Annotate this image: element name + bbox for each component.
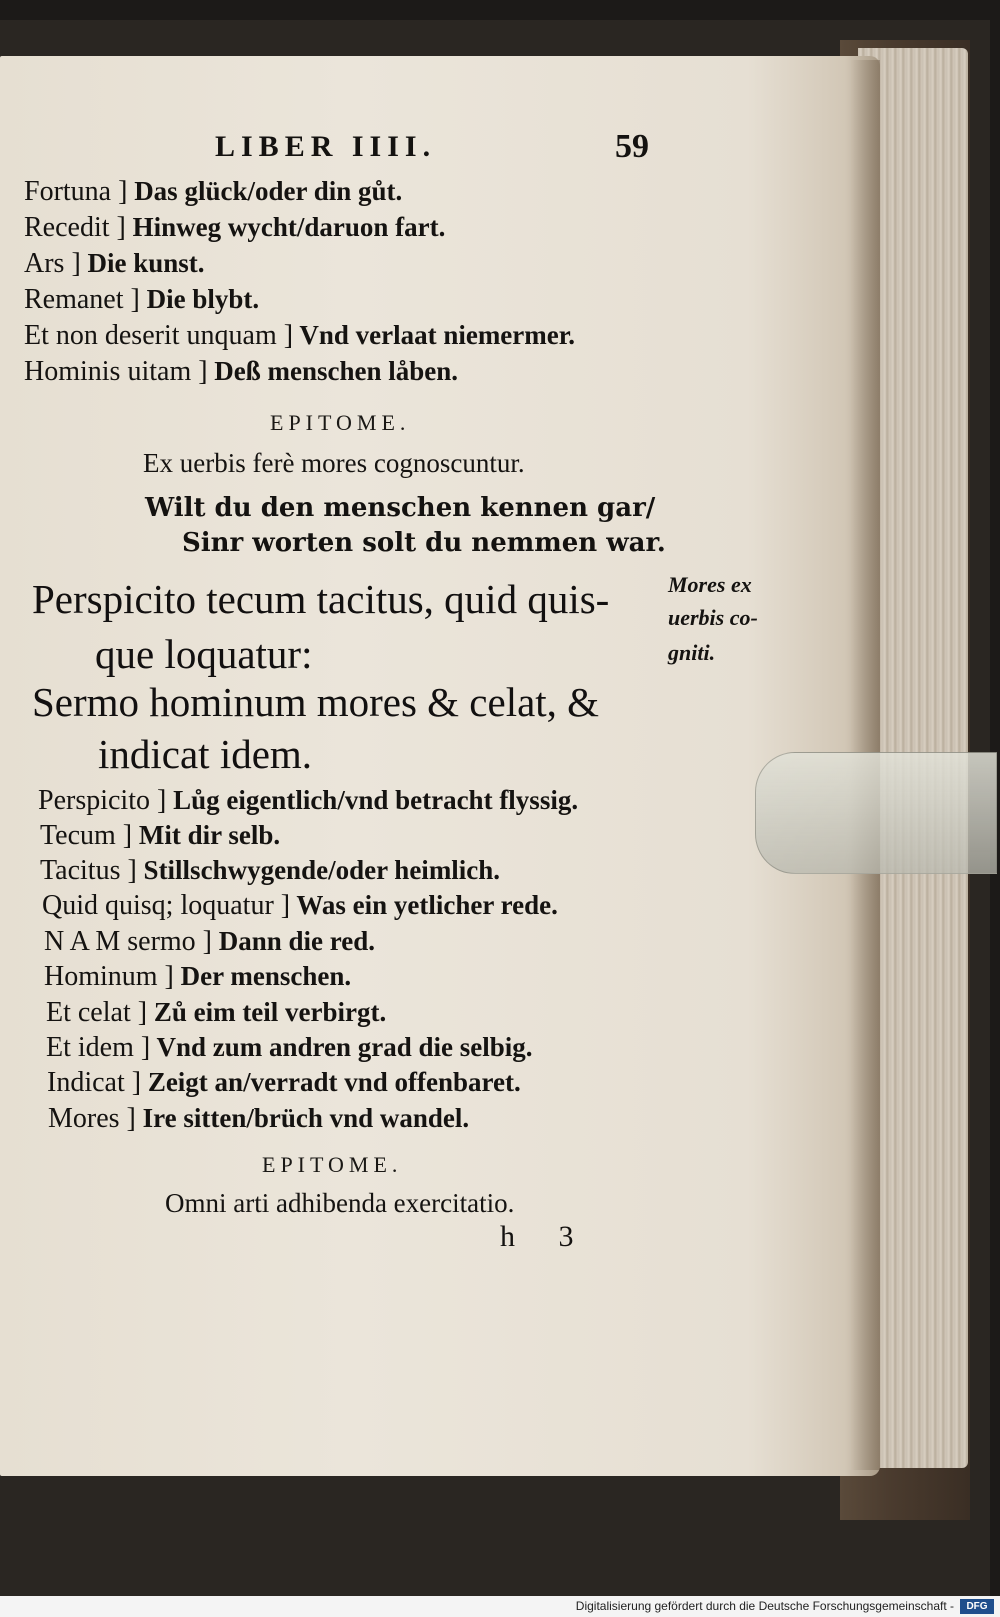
verse-line: indicat idem. xyxy=(98,731,313,777)
page-clip xyxy=(755,752,997,874)
gloss-line: Tecum ] Mit dir selb. xyxy=(40,820,281,851)
gloss-line: Hominis uitam ] Deß menschen låben. xyxy=(24,356,459,387)
gloss-line: Recedit ] Hinweg wycht/daruon fart. xyxy=(24,212,446,243)
gloss-line: Perspicito ] Lůg eigentlich/vnd betracht flyssig. xyxy=(38,785,579,816)
epitome-maxim: Ex uerbis ferè mores cognoscuntur. xyxy=(143,448,525,478)
running-title: LIBER IIII. xyxy=(215,130,437,163)
gloss-line: Ars ] Die kunst. xyxy=(24,248,205,279)
verse-line: Sermo hominum mores & celat, & xyxy=(32,679,600,725)
gloss-line: Et idem ] Vnd zum andren grad die selbig. xyxy=(46,1032,533,1063)
gloss-line: Quid quisq; loquatur ] Was ein yetlicher rede. xyxy=(42,890,558,921)
german-rhyme-line: Sinr worten solt du nemmen war. xyxy=(182,528,666,558)
margin-sidenote-line: gniti. xyxy=(668,640,716,665)
gloss-line: Fortuna ] Das glück/oder din gůt. xyxy=(24,176,403,207)
epitome-maxim: Omni arti adhibenda exercitatio. xyxy=(165,1188,515,1218)
gloss-line: Remanet ] Die blybt. xyxy=(24,284,260,315)
gloss-line: Et celat ] Zů eim teil verbirgt. xyxy=(46,997,387,1028)
gloss-line: Mores ] Ire sitten/brüch vnd wandel. xyxy=(48,1103,470,1134)
verse-line: Perspicito tecum tacitus, quid quis- xyxy=(32,576,610,622)
signature-mark: h 3 xyxy=(500,1220,592,1253)
epitome-heading: EPITOME. xyxy=(262,1152,403,1177)
german-rhyme-line: Wilt du den menschen kennen gar/ xyxy=(145,493,656,523)
page-number: 59 xyxy=(615,128,649,165)
dfg-logo: DFG xyxy=(960,1599,994,1614)
gloss-line: N A M sermo ] Dann die red. xyxy=(44,926,376,957)
margin-sidenote-line: uerbis co- xyxy=(668,605,758,630)
footer-credit: Digitalisierung gefördert durch die Deutsche Forschungsgemeinschaft - xyxy=(575,1599,954,1613)
epitome-heading: EPITOME. xyxy=(270,410,411,435)
gloss-line: Et non deserit unquam ] Vnd verlaat niemermer. xyxy=(24,320,576,351)
gloss-line: Indicat ] Zeigt an/verradt vnd offenbaret. xyxy=(47,1067,521,1098)
verse-line: que loquatur: xyxy=(95,631,313,677)
gloss-line: Hominum ] Der menschen. xyxy=(44,961,352,992)
margin-sidenote-line: Mores ex xyxy=(668,572,752,597)
gloss-line: Tacitus ] Stillschwygende/oder heimlich. xyxy=(40,855,501,886)
